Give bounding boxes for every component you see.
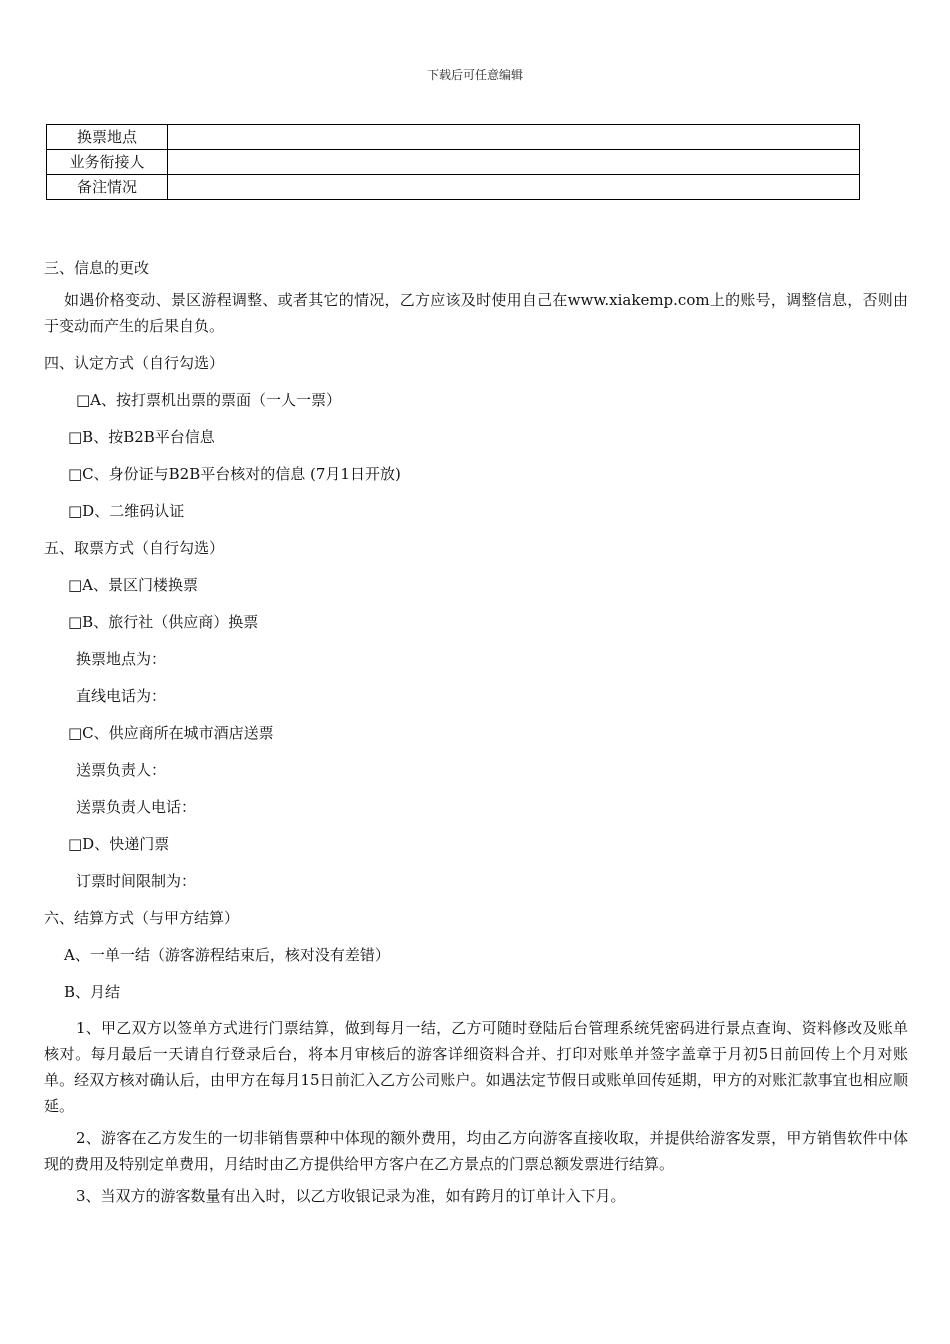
option-item: □B、按B2B平台信息 — [68, 428, 215, 446]
document-body — [44, 250, 908, 1215]
section-heading: 三、信息的更改 — [44, 259, 150, 277]
option-item: A、一单一结（游客游程结束后，核对没有差错） — [64, 946, 390, 964]
option-item: □C、身份证与B2B平台核对的信息 (7月1日开放) — [68, 465, 401, 483]
table-row — [47, 150, 860, 175]
section-heading: 六、结算方式（与甲方结算） — [44, 909, 240, 927]
table-row — [47, 125, 860, 150]
clause-paragraph: 2、游客在乙方发生的一切非销售票种中体现的额外费用，均由乙方向游客直接收取，并提供给游客发票，甲方销售软件中体现的费用及特别定单费用，月结时由乙方提供给甲方客户在乙方景点的门票总额发票进行结算。 — [44, 1129, 908, 1173]
table-label: 业务衔接人 — [47, 150, 168, 175]
option-field: 换票地点为： — [76, 650, 167, 668]
option-item: □A、景区门楼换票 — [68, 576, 199, 594]
section-paragraph: 如遇价格变动、景区游程调整、或者其它的情况，乙方应该及时使用自己在www.xiakemp.com上的账号，调整信息，否则由于变动而产生的后果自负。 — [44, 291, 908, 335]
clause-paragraph: 3、当双方的游客数量有出入时，以乙方收银记录为准，如有跨月的订单计入下月。 — [76, 1187, 626, 1205]
table-value — [168, 150, 860, 175]
option-item: □C、供应商所在城市酒店送票 — [68, 724, 274, 742]
option-item: □B、旅行社（供应商）换票 — [68, 613, 259, 631]
option-item: □D、快递门票 — [68, 835, 170, 853]
option-item: □D、二维码认证 — [68, 502, 185, 520]
option-item: □A、按打票机出票的票面（一人一票） — [76, 391, 342, 409]
table-value — [168, 175, 860, 200]
table-label: 换票地点 — [47, 125, 168, 150]
section-heading: 四、认定方式（自行勾选） — [44, 354, 225, 372]
option-field: 订票时间限制为： — [76, 872, 197, 890]
table-row — [47, 175, 860, 200]
option-field: 送票负责人： — [76, 761, 167, 779]
info-table — [46, 124, 860, 200]
table-value — [168, 125, 860, 150]
section-heading: 五、取票方式（自行勾选） — [44, 539, 225, 557]
clause-paragraph: 1、甲乙双方以签单方式进行门票结算，做到每月一结，乙方可随时登陆后台管理系统凭密码进行景点查询、资料修改及账单核对。每月最后一天请自行登录后台，将本月审核后的游客详细资料合并、打印对账单并签字盖章于月初5日前回传上个月对账单。经双方核对确认后，由甲方在每月15日前汇入乙方公司账户。如遇法定节假日或账单回传延期，甲方的对账汇款事宜也相应顺延。 — [44, 1019, 908, 1115]
header-note: 下载后可任意编辑 — [426, 68, 523, 82]
option-item: B、月结 — [64, 983, 121, 1001]
option-field: 直线电话为： — [76, 687, 167, 705]
option-field: 送票负责人电话： — [76, 798, 197, 816]
table-label: 备注情况 — [47, 175, 168, 200]
